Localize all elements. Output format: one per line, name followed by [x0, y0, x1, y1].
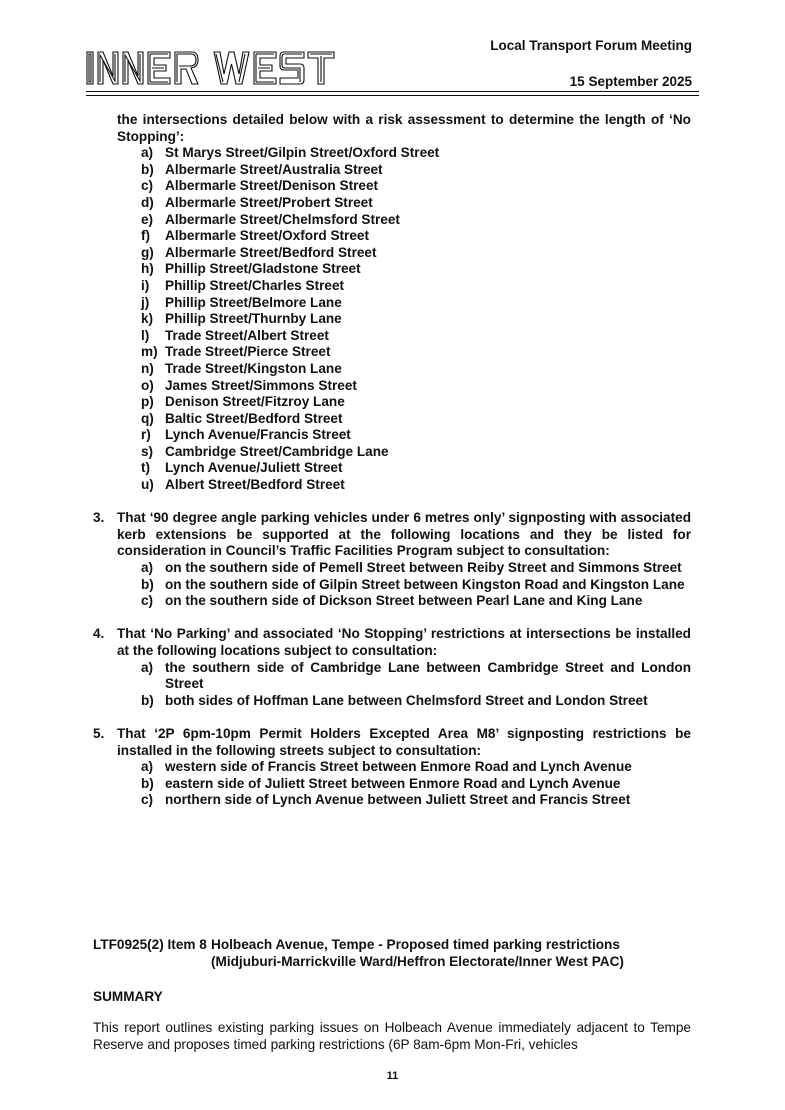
list-text: Cambridge Street/Cambridge Lane	[165, 443, 389, 459]
list-label: u)	[141, 477, 154, 493]
list-label: g)	[141, 244, 154, 260]
intersection-item	[141, 295, 691, 312]
list-text: eastern side of Juliett Street between Enmore Road and Lynch Avenue	[165, 775, 621, 791]
location-item	[141, 660, 691, 693]
list-text: Lynch Avenue/Juliett Street	[165, 460, 343, 476]
resolution-list	[93, 510, 691, 809]
list-label: p)	[141, 394, 154, 410]
intersection-item	[141, 427, 691, 444]
list-label: q)	[141, 410, 154, 426]
list-text: Phillip Street/Belmore Lane	[165, 294, 342, 310]
item-title-block	[211, 937, 691, 970]
intersection-item	[141, 378, 691, 395]
resolution-block	[93, 510, 691, 610]
list-label: a)	[141, 659, 154, 675]
list-label: a)	[141, 145, 154, 161]
header-rule	[86, 91, 699, 92]
intersection-item	[141, 444, 691, 461]
list-label: b)	[141, 576, 154, 592]
list-text: Phillip Street/Thurnby Lane	[165, 311, 342, 327]
intersection-item	[141, 460, 691, 477]
intersection-item	[141, 245, 691, 262]
page-number: 11	[386, 1070, 399, 1082]
list-text: Albermarle Street/Chelmsford Street	[165, 211, 400, 227]
list-label: r)	[141, 427, 151, 443]
list-label: i)	[141, 277, 150, 293]
intersection-item	[141, 212, 691, 229]
list-text: Albermarle Street/Denison Street	[165, 178, 379, 194]
list-label: a)	[141, 759, 154, 775]
list-text: Trade Street/Albert Street	[165, 327, 329, 343]
inner-west-logo	[86, 50, 336, 86]
recommendations-body	[93, 112, 691, 809]
intersection-item	[141, 195, 691, 212]
intersection-list	[93, 145, 691, 493]
list-label: k)	[141, 311, 154, 327]
item-title: Holbeach Avenue, Tempe - Proposed timed parking restrictions	[211, 937, 620, 952]
resolution-number: 3.	[93, 510, 105, 526]
location-item	[141, 593, 691, 610]
location-item	[141, 560, 691, 577]
item-code: LTF0925(2) Item 8	[93, 937, 207, 952]
location-item	[141, 693, 691, 710]
intersection-item	[141, 311, 691, 328]
intersection-item	[141, 361, 691, 378]
resolution-number: 4.	[93, 626, 105, 642]
list-text: western side of Francis Street between Enmore Road and Lynch Avenue	[165, 759, 632, 775]
meeting-title: Local Transport Forum Meeting	[490, 38, 692, 53]
list-text: Phillip Street/Charles Street	[165, 277, 345, 293]
resolution-text: That ‘90 degree angle parking vehicles under 6 metres only’ signposting with associated kerb extensions be supported at the following locations and they be listed for consideration in Council’s Traffic Facilities Program subject to consultation:	[117, 510, 691, 559]
list-label: e)	[141, 211, 154, 227]
list-text: northern side of Lynch Avenue between Juliett Street and Francis Street	[165, 792, 631, 808]
list-text: on the southern side of Gilpin Street between Kingston Road and Kingston Lane	[165, 576, 685, 592]
list-label: m)	[141, 344, 158, 360]
list-label: o)	[141, 377, 154, 393]
list-text: on the southern side of Pemell Street between Reiby Street and Simmons Street	[165, 560, 682, 576]
intro-paragraph: the intersections detailed below with a risk assessment to determine the length of ‘No Stopping’:	[117, 112, 691, 144]
list-label: l)	[141, 327, 150, 343]
resolution-item	[93, 510, 691, 560]
list-text: Trade Street/Pierce Street	[165, 344, 331, 360]
intersection-item	[141, 228, 691, 245]
list-text: on the southern side of Dickson Street between Pearl Lane and King Lane	[165, 593, 643, 609]
list-text: James Street/Simmons Street	[165, 377, 357, 393]
list-label: d)	[141, 194, 154, 210]
meeting-date: 15 September 2025	[569, 74, 692, 89]
list-text: Albermarle Street/Oxford Street	[165, 228, 369, 244]
intersection-item	[141, 344, 691, 361]
list-text: Trade Street/Kingston Lane	[165, 360, 342, 376]
list-label: b)	[141, 692, 154, 708]
list-label: t)	[141, 460, 151, 476]
resolution-block	[93, 626, 691, 709]
location-item	[141, 577, 691, 594]
list-label: f)	[141, 228, 151, 244]
location-item	[141, 776, 691, 793]
list-text: St Marys Street/Gilpin Street/Oxford Street	[165, 145, 440, 161]
resolution-text: That ‘2P 6pm-10pm Permit Holders Excepted Area M8’ signposting restrictions be installed in the following streets subject to consultation:	[117, 725, 691, 758]
resolution-item	[93, 626, 691, 659]
list-text: Albert Street/Bedford Street	[165, 477, 345, 493]
summary-paragraph: This report outlines existing parking issues on Holbeach Avenue immediately adjacent to Tempe Reserve and proposes timed parking restrictions (6P 8am-6pm Mon-Fri, vehicles	[93, 1020, 691, 1052]
list-label: j)	[141, 294, 150, 310]
list-label: c)	[141, 792, 154, 808]
item-subtitle: (Midjuburi-Marrickville Ward/Heffron Electorate/Inner West PAC)	[211, 953, 624, 969]
list-label: h)	[141, 261, 154, 277]
list-text: Lynch Avenue/Francis Street	[165, 427, 351, 443]
intersection-item	[141, 394, 691, 411]
intersection-item	[141, 411, 691, 428]
list-label: a)	[141, 560, 154, 576]
list-label: n)	[141, 360, 154, 376]
list-text: the southern side of Cambridge Lane between Cambridge Street and London Street	[165, 659, 691, 692]
list-label: c)	[141, 593, 154, 609]
list-label: b)	[141, 775, 154, 791]
list-text: Albermarle Street/Probert Street	[165, 194, 373, 210]
intersection-item	[141, 261, 691, 278]
list-text: Albermarle Street/Australia Street	[165, 161, 383, 177]
list-text: Albermarle Street/Bedford Street	[165, 244, 377, 260]
list-text: both sides of Hoffman Lane between Chelmsford Street and London Street	[165, 692, 648, 708]
list-text: Phillip Street/Gladstone Street	[165, 261, 361, 277]
header-rule-thin	[86, 95, 699, 96]
intersection-item	[141, 477, 691, 494]
location-item	[141, 759, 691, 776]
item-heading	[93, 937, 691, 970]
list-label: c)	[141, 178, 154, 194]
resolution-block	[93, 726, 691, 809]
resolution-number: 5.	[93, 725, 105, 741]
intersection-item	[141, 178, 691, 195]
summary-heading: SUMMARY	[93, 989, 163, 1004]
list-text: Denison Street/Fitzroy Lane	[165, 394, 345, 410]
intersection-item	[141, 278, 691, 295]
list-label: s)	[141, 443, 154, 459]
location-item	[141, 792, 691, 809]
intersection-item	[141, 162, 691, 179]
intersection-item	[141, 145, 691, 162]
list-text: Baltic Street/Bedford Street	[165, 410, 343, 426]
resolution-item	[93, 726, 691, 759]
resolution-text: That ‘No Parking’ and associated ‘No Stopping’ restrictions at intersections be installed at the following locations subject to consultation:	[117, 626, 691, 658]
list-label: b)	[141, 161, 154, 177]
intersection-item	[141, 328, 691, 345]
